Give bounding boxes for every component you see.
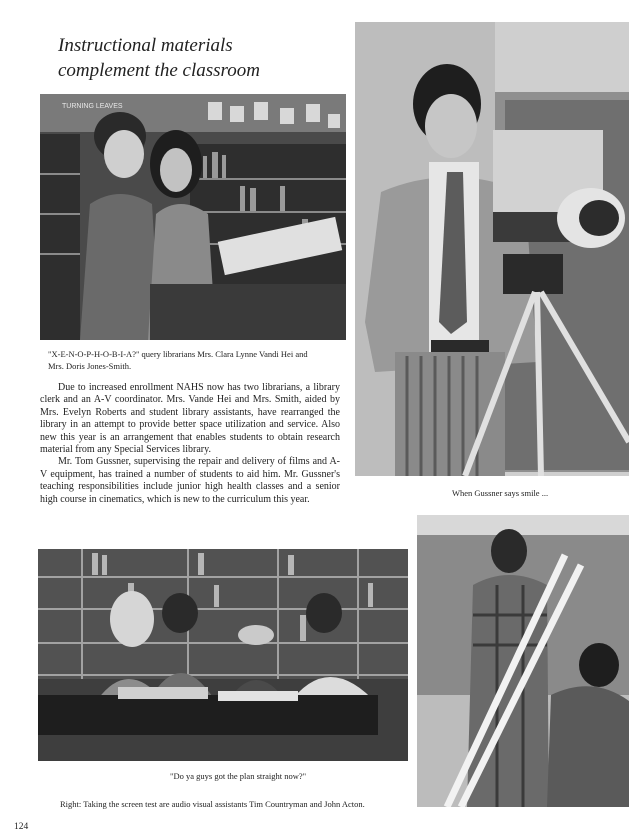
banner-text: TURNING LEAVES [62,103,123,110]
title-line-1: Instructional materials [58,35,233,56]
page-number: 124 [14,822,29,832]
caption-librarians-line-2: Mrs. Doris Jones-Smith. [48,361,132,371]
article-body [40,382,340,506]
caption-gussner: When Gussner says smile ... [452,488,549,498]
caption-librarians [48,348,348,372]
body-paragraph-1: Due to increased enrollment NAHS now has two librarians, a library clerk and an A-V coordinator. Mrs. Vande Hei and Mrs. Smith, aided by Mrs. Evelyn Roberts and student library assistants, have rearranged the library in an attempt to provide better space utilization and service. Also new this year is an arrangement that enables students to obtain research material from any Special Services library. [40,382,340,456]
photo-screen-test [417,515,629,807]
photo-students-table [38,549,408,761]
title-line-2: complement the classroom [58,60,260,81]
caption-plan: "Do ya guys got the plan straight now?" [170,771,307,781]
page-title [58,33,338,83]
photo-gussner-camera [355,22,629,476]
photo-librarians [40,94,346,340]
body-paragraph-2: Mr. Tom Gussner, supervising the repair and delivery of films and A-V equipment, has trained a number of students to aid him. Mr. Gussner's teaching responsibilities include junior high health classes and a senior high course in cinematics, which is new to the curriculum this year. [40,456,340,505]
caption-librarians-line-1: "X-E-N-O-P-H-O-B-I-A?" query librarians Mrs. Clara Lynne Vandi Hei and [48,349,308,359]
caption-screen-test: Right: Taking the screen test are audio visual assistants Tim Countryman and John Acton. [60,799,365,809]
